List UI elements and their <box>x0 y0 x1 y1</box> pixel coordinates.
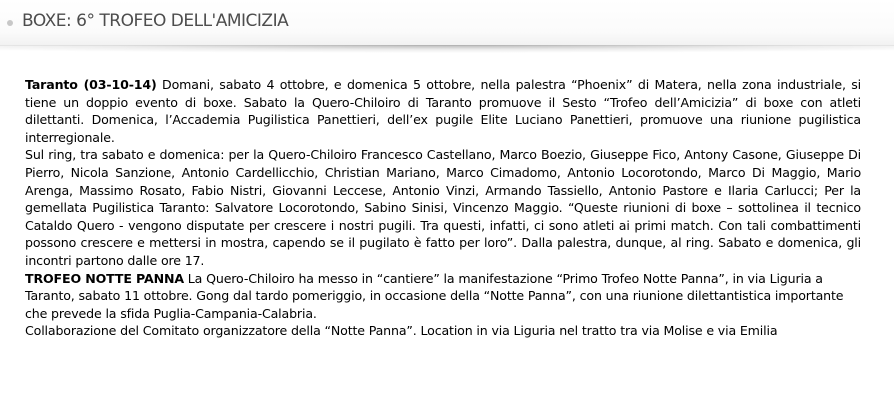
bullet-icon <box>7 20 13 26</box>
page-header <box>0 0 894 46</box>
article-paragraph-ring: Sul ring, tra sabato e domenica: per la Quero-Chiloiro Francesco Castellano, Marco Boezio, Giuseppe Fico, Antony Casone, Giuseppe Di Pierro, Nicola Sanzione, Antonio Cardellicchio, Christian Mariano, Marco Cimadomo, Antonio Locorotondo, Marco Di Maggio, Mario Arenga, Massimo Rosato, Fabio Nistri, Giovanni Leccese, Antonio Vinzi, Armando Tassiello, Antonio Pastore e Ilaria Carlucci; Per la gemellata Pugilistica Taranto: Salvatore Locorotondo, Sabino Sinisi, Vincenzo Maggio. “Queste riunioni di boxe – sottolinea il tecnico Cataldo Quero - vengono disputate per crescere i nostri pugili. Tra questi, infatti, ci sono atleti ai primi match. Con tali combattimenti possono crescere e mettersi in mostra, capendo se il pugilato è fatto per loro”. Dalla palestra, dunque, al ring. Sabato e domenica, gli incontri partono dalle ore 17. <box>25 147 861 268</box>
article-paragraph-collaboration: Collaborazione del Comitato organizzatore della “Notte Panna”. Location in via Liguria nel tratto tra via Molise e via Emilia <box>25 323 778 339</box>
article-paragraph-notte-panna-text: La Quero-Chiloiro ha messo in “cantiere” la manifestazione “Primo Trofeo Notte Panna”, in via Liguria a Taranto, sabato 11 ottobre. Gong dal tardo pomeriggio, in occasione della “Notte Panna”, con una riunione dilettantistica importante che prevede la sfida Puglia-Campania-Calabria. <box>25 270 844 321</box>
article-subheading: TROFEO NOTTE PANNA <box>25 270 184 286</box>
article-paragraph-notte-panna <box>25 270 861 323</box>
page-title: BOXE: 6° TROFEO DELL'AMICIZIA <box>22 11 289 31</box>
article-dateline: Taranto (03-10-14) <box>25 77 157 92</box>
article-body <box>25 76 861 340</box>
header-shadow <box>0 45 894 53</box>
article-paragraph-intro-text: Domani, sabato 4 ottobre, e domenica 5 ottobre, nella palestra “Phoenix” di Matera, nella zona industriale, si tiene un doppio evento di boxe. Sabato la Quero-Chiloiro di Taranto promuove il Sesto “Trofeo dell’Amicizia” di boxe con atleti dilettanti. Domenica, l’Accademia Pugilistica Panettieri, dell’ex pugile Elite Luciano Panettieri, promuove una riunione pugilistica interregionale. <box>25 77 861 145</box>
article-paragraph-intro <box>25 76 861 146</box>
